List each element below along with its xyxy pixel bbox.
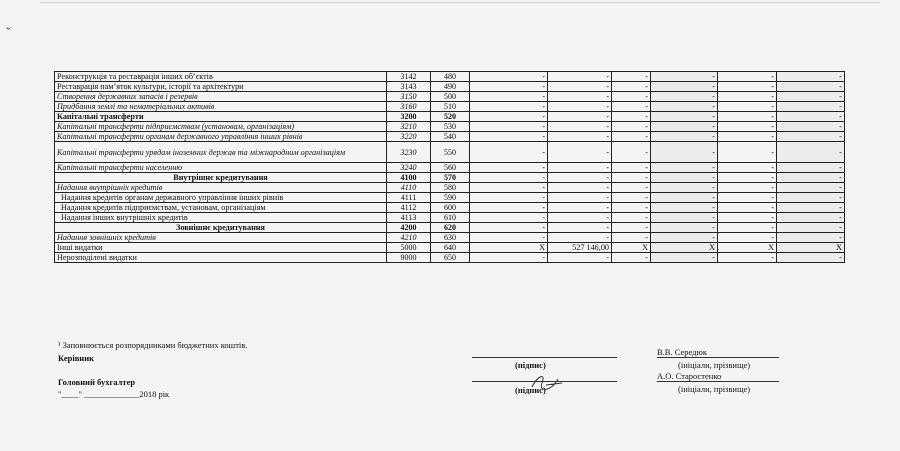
- row-value: -: [651, 183, 718, 193]
- footnote: ¹ Заповнюється розпорядниками бюджетних коштів.: [58, 340, 248, 350]
- row-value: -: [548, 223, 612, 233]
- table-row: [55, 163, 845, 173]
- row-value: -: [548, 163, 612, 173]
- row-code: 4210: [387, 233, 431, 243]
- row-code: 3160: [387, 102, 431, 112]
- row-value: -: [612, 193, 651, 203]
- row-value: -: [651, 203, 718, 213]
- row-value: -: [777, 203, 845, 213]
- table-row: [55, 102, 845, 112]
- row-line-code: 550: [431, 142, 470, 163]
- row-name: Придбання землі та нематеріальних активів: [55, 102, 387, 112]
- row-code: 3230: [387, 142, 431, 163]
- row-line-code: 570: [431, 173, 470, 183]
- row-code: 4113: [387, 213, 431, 223]
- head-name: В.В. Середюк: [657, 347, 707, 357]
- row-value: -: [718, 82, 777, 92]
- row-value: -: [651, 223, 718, 233]
- head-signature-caption: (підпис): [515, 360, 546, 370]
- row-name: Капітальні трансферти населенню: [55, 163, 387, 173]
- row-value: -: [612, 203, 651, 213]
- row-name: Надання внутрішніх кредитів: [55, 183, 387, 193]
- row-value: -: [548, 142, 612, 163]
- row-value: -: [548, 82, 612, 92]
- row-value: -: [777, 122, 845, 132]
- row-value: -: [470, 132, 548, 142]
- row-code: 3220: [387, 132, 431, 142]
- table-row: [55, 203, 845, 213]
- row-code: 4200: [387, 223, 431, 233]
- row-value: -: [470, 203, 548, 213]
- row-value: X: [718, 243, 777, 253]
- row-value: -: [470, 213, 548, 223]
- row-name: Нерозподілені видатки: [55, 253, 387, 263]
- row-value: -: [718, 193, 777, 203]
- row-name: Надання кредитів органам державного управління інших рівнів: [55, 193, 387, 203]
- row-value: -: [470, 233, 548, 243]
- head-signature-line: [472, 357, 617, 358]
- accountant-name: А.О. Старостенко: [657, 371, 722, 381]
- table-row: [55, 233, 845, 243]
- row-value: X: [777, 243, 845, 253]
- table-row: [55, 82, 845, 92]
- row-value: -: [548, 132, 612, 142]
- row-value: -: [612, 213, 651, 223]
- row-code: 4112: [387, 203, 431, 213]
- row-value: -: [612, 92, 651, 102]
- row-value: -: [470, 142, 548, 163]
- row-value: -: [470, 122, 548, 132]
- row-value: -: [651, 102, 718, 112]
- row-value: -: [470, 163, 548, 173]
- row-value: -: [718, 213, 777, 223]
- row-value: -: [651, 82, 718, 92]
- row-value: -: [651, 173, 718, 183]
- row-value: -: [548, 253, 612, 263]
- row-value: -: [777, 132, 845, 142]
- row-value: -: [548, 233, 612, 243]
- row-value: -: [548, 193, 612, 203]
- row-line-code: 620: [431, 223, 470, 233]
- row-line-code: 520: [431, 112, 470, 122]
- row-code: 4111: [387, 193, 431, 203]
- row-value: -: [651, 112, 718, 122]
- row-value: -: [718, 233, 777, 243]
- row-name: Надання зовнішніх кредитів: [55, 233, 387, 243]
- row-code: 3150: [387, 92, 431, 102]
- row-line-code: 580: [431, 183, 470, 193]
- row-value: -: [777, 213, 845, 223]
- row-value: -: [612, 132, 651, 142]
- row-name: Внутрішнє кредитування: [55, 173, 387, 183]
- row-line-code: 490: [431, 82, 470, 92]
- table-row: [55, 183, 845, 193]
- table-row: [55, 142, 845, 163]
- table-row: [55, 132, 845, 142]
- row-value: -: [612, 223, 651, 233]
- row-code: 3143: [387, 82, 431, 92]
- accountant-name-line: [657, 381, 779, 382]
- row-line-code: 510: [431, 102, 470, 112]
- row-name: Капітальні трансферти: [55, 112, 387, 122]
- row-value: -: [548, 92, 612, 102]
- row-value: -: [612, 183, 651, 193]
- row-line-code: 640: [431, 243, 470, 253]
- row-code: 3240: [387, 163, 431, 173]
- expenditure-table: [54, 71, 845, 263]
- row-value: -: [612, 72, 651, 82]
- row-value: -: [777, 253, 845, 263]
- date-line: "____" _____________2018 рік: [58, 389, 170, 399]
- row-value: -: [718, 173, 777, 183]
- row-value: -: [718, 142, 777, 163]
- row-line-code: 500: [431, 92, 470, 102]
- row-value: -: [651, 72, 718, 82]
- row-value: -: [612, 253, 651, 263]
- row-name: Реконструкція та реставрація інших об’єктів: [55, 72, 387, 82]
- head-name-line: [657, 357, 779, 358]
- row-value: -: [718, 223, 777, 233]
- row-value: -: [548, 102, 612, 112]
- row-name: Надання інших внутрішніх кредитів: [55, 213, 387, 223]
- row-value: -: [470, 72, 548, 82]
- accountant-initials-caption: (ініціали, прізвище): [678, 384, 751, 394]
- handwritten-signature: [528, 371, 568, 393]
- table-row: [55, 243, 845, 253]
- row-value: -: [718, 183, 777, 193]
- row-value: -: [777, 173, 845, 183]
- row-value: -: [612, 122, 651, 132]
- row-name: Надання кредитів підприємствам, установам, організаціям: [55, 203, 387, 213]
- row-value: -: [718, 102, 777, 112]
- row-value: -: [470, 82, 548, 92]
- head-label: Керівник: [58, 353, 94, 363]
- row-value: X: [612, 243, 651, 253]
- table-row: [55, 72, 845, 82]
- row-line-code: 590: [431, 193, 470, 203]
- row-name: Капітальні трансферти підприємствам (установам, організаціям): [55, 122, 387, 132]
- row-value: -: [777, 183, 845, 193]
- row-value: -: [612, 173, 651, 183]
- table-row: [55, 193, 845, 203]
- table-body: [55, 72, 845, 263]
- row-value: -: [718, 112, 777, 122]
- row-value: -: [470, 223, 548, 233]
- row-value: X: [651, 243, 718, 253]
- row-value: -: [651, 132, 718, 142]
- row-value: -: [470, 193, 548, 203]
- row-value: -: [718, 253, 777, 263]
- row-value: -: [470, 92, 548, 102]
- table-row: [55, 122, 845, 132]
- row-value: -: [612, 112, 651, 122]
- scan-edge-line: [40, 2, 880, 3]
- table-row: [55, 112, 845, 122]
- row-value: -: [470, 253, 548, 263]
- row-value: -: [777, 82, 845, 92]
- row-value: -: [777, 223, 845, 233]
- row-value: -: [548, 203, 612, 213]
- row-value: -: [470, 183, 548, 193]
- row-code: 3200: [387, 112, 431, 122]
- row-value: -: [470, 173, 548, 183]
- row-value: -: [651, 193, 718, 203]
- head-initials-caption: (ініціали, прізвище): [678, 360, 751, 370]
- row-value: -: [651, 122, 718, 132]
- row-value: -: [548, 72, 612, 82]
- table-row: [55, 92, 845, 102]
- row-line-code: 530: [431, 122, 470, 132]
- row-value: -: [651, 253, 718, 263]
- row-value: -: [718, 72, 777, 82]
- table-row: [55, 213, 845, 223]
- table-row: [55, 223, 845, 233]
- row-value: -: [612, 163, 651, 173]
- row-name: Зовнішнє кредитування: [55, 223, 387, 233]
- row-value: -: [777, 142, 845, 163]
- row-value: -: [651, 163, 718, 173]
- row-value: -: [777, 102, 845, 112]
- row-value: -: [718, 132, 777, 142]
- row-value: -: [612, 142, 651, 163]
- row-value: -: [548, 112, 612, 122]
- row-name: Капітальні трансферти органам державного управління інших рівнів: [55, 132, 387, 142]
- table-row: [55, 253, 845, 263]
- row-value: X: [470, 243, 548, 253]
- row-name: Створення державних запасів і резервів: [55, 92, 387, 102]
- row-line-code: 630: [431, 233, 470, 243]
- row-value: -: [718, 92, 777, 102]
- row-value: -: [548, 173, 612, 183]
- row-value: -: [612, 102, 651, 112]
- row-value: -: [612, 233, 651, 243]
- row-line-code: 650: [431, 253, 470, 263]
- row-value: -: [548, 213, 612, 223]
- row-value: -: [612, 82, 651, 92]
- row-line-code: 610: [431, 213, 470, 223]
- row-value: -: [651, 142, 718, 163]
- row-value: -: [470, 112, 548, 122]
- row-line-code: 600: [431, 203, 470, 213]
- row-code: 3142: [387, 72, 431, 82]
- row-code: 9000: [387, 253, 431, 263]
- row-value: -: [651, 233, 718, 243]
- row-value: -: [718, 163, 777, 173]
- scan-mark: ˇ: [6, 26, 11, 41]
- row-value: -: [718, 122, 777, 132]
- row-value: -: [777, 112, 845, 122]
- row-value: -: [651, 213, 718, 223]
- row-value: -: [470, 102, 548, 112]
- row-name: Інші видатки: [55, 243, 387, 253]
- row-value: -: [651, 92, 718, 102]
- accountant-label: Головний бухгалтер: [58, 377, 136, 387]
- row-value: -: [548, 183, 612, 193]
- row-name: Реставрація пам’яток культури, історії та архітектури: [55, 82, 387, 92]
- row-value: -: [777, 233, 845, 243]
- row-line-code: 540: [431, 132, 470, 142]
- row-code: 5000: [387, 243, 431, 253]
- row-code: 3210: [387, 122, 431, 132]
- row-value: -: [777, 72, 845, 82]
- row-code: 4100: [387, 173, 431, 183]
- table-row: [55, 173, 845, 183]
- row-value: 527 146,00: [548, 243, 612, 253]
- row-value: -: [777, 92, 845, 102]
- row-value: -: [777, 163, 845, 173]
- row-line-code: 480: [431, 72, 470, 82]
- row-name: Капітальні трансферти урядам іноземних держав та міжнародним організаціям: [55, 142, 387, 163]
- row-value: -: [777, 193, 845, 203]
- row-value: -: [718, 203, 777, 213]
- row-line-code: 560: [431, 163, 470, 173]
- row-value: -: [548, 122, 612, 132]
- row-code: 4110: [387, 183, 431, 193]
- accountant-signature-caption: (підпис): [515, 385, 546, 395]
